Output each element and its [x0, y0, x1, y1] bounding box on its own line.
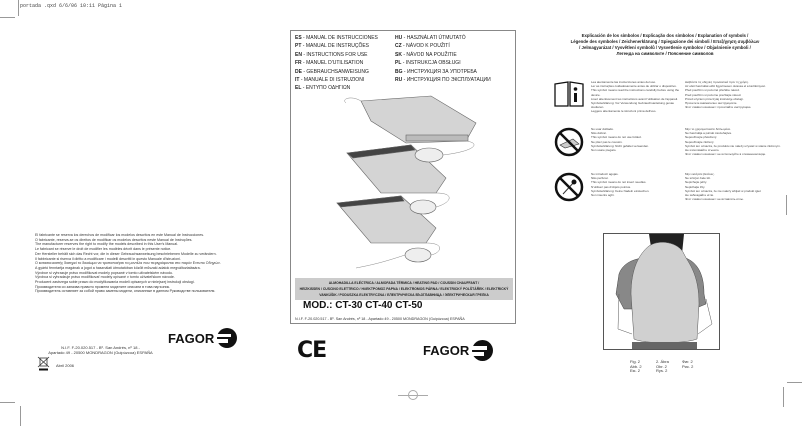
- language-item: PL - INSTRUKCJA OBSŁUGI: [395, 60, 461, 67]
- language-code: HU: [395, 35, 403, 41]
- brand-name: FAGOR: [423, 343, 470, 358]
- symbol-text-line: This symbol means do not insert needles.: [591, 180, 647, 185]
- symbol-text-line: Az első használat előtt figyelmesen olvassa el a kézikönyvet.: [685, 84, 766, 89]
- read-manual-icon: [553, 80, 587, 110]
- language-item: PT - MANUAL DE INSTRUÇÕES: [295, 43, 370, 50]
- symbol-text-line: No usar doblado.: [591, 127, 614, 131]
- fagor-disc-icon: [472, 340, 493, 361]
- crop-mark: [20, 406, 21, 426]
- back-figure: [603, 233, 720, 350]
- symbol-text-line: Non usare piegato.: [591, 148, 617, 153]
- symbol-text-line: Ler as instruções cuidadosamente antes de utilizar o dispositivo.: [591, 84, 677, 89]
- weee-bin-icon: [37, 356, 50, 371]
- brand-name: FAGOR: [168, 330, 215, 346]
- caption-text: Obr. 2: [656, 363, 667, 369]
- language-label: INSTRUCTIONS FOR USE: [306, 51, 368, 58]
- fagor-logo: [168, 328, 237, 348]
- symbol-text-line: Прочетете внимателно инструкциите.: [685, 101, 738, 106]
- caption-text: Εικ. 2: [630, 368, 641, 373]
- language-code: FR: [295, 60, 302, 67]
- figure-caption: [630, 360, 708, 374]
- registration-mark: [408, 390, 418, 400]
- symbols-header-line: / Jelmagyarázat / Vysvětlení symbolů / Vysvetlenie symbolov / Objaśnienie symboli /: [579, 45, 751, 50]
- legal-line: O κατασκευαστής διατηρεί το δικαίωμα να τροποποιήσει τα μοντέλα που περιγράφονται στο παρόν Εντυπο Οδηγιών.: [35, 261, 221, 266]
- language-code: BG: [395, 68, 403, 75]
- symbol-description: [685, 172, 785, 201]
- symbol-text-line: Symbol ten oznacza, że nie należy wbijać w produkt igieł.: [685, 188, 762, 193]
- date: Abril 2006: [56, 363, 75, 368]
- symbol-description: [591, 80, 681, 114]
- symbol-row: [553, 172, 793, 204]
- symbol-text-line: Pred použitím si pozorne prečítajte návod.: [685, 92, 742, 97]
- ce-mark: CE: [297, 338, 327, 363]
- symbol-text-line: Nepoužívejte přeložený.: [685, 135, 718, 140]
- language-code: PL: [395, 60, 402, 67]
- symbol-text-line: Przed użyciem przeczytaj instrukcję obsługi.: [685, 96, 744, 101]
- symbol-row: [553, 127, 793, 159]
- legal-line: Производителя си запазва правото промени моделите описани в това наръчник.: [35, 284, 171, 289]
- symbol-text-line: Nepichajte ihly.: [685, 184, 706, 189]
- product-name-line: ALMOHADILLA ELÉCTRICA / ALMOFADA TÉRMICA / HEATING PAD / COUSSIN CHAUFFANT /: [328, 281, 480, 285]
- language-label: MANUAL DE INSTRUCCIONES: [306, 35, 378, 41]
- language-label: GEBRAUCHSANWEISUNG: [306, 68, 369, 75]
- caption-text: Rys. 2: [656, 368, 668, 373]
- language-item: CZ - NÁVOD K POUŽITÍ: [395, 43, 450, 50]
- language-item: EL - ΕΝΤΥΠΟ ΟΔΗΓΙΩΝ: [295, 85, 351, 92]
- crop-mark: [0, 402, 15, 403]
- language-code: SK: [395, 51, 402, 58]
- legal-line: Producent zastrzega sobie prawo do modyfikowania modeli opisanych w niniejszej instrukcji obsługi.: [35, 280, 195, 285]
- heating-pads-illustration: [311, 93, 501, 271]
- language-code: DE: [295, 68, 302, 75]
- language-label: MANUEL D'UTILISATION: [306, 60, 364, 67]
- symbol-text-line: Этот символ означает: прочитайте инструкцию.: [685, 105, 752, 110]
- language-label: MANUAL DE INSTRUÇÕES: [305, 43, 370, 50]
- caption-text: 2. Ábra: [656, 359, 669, 364]
- language-code: RU: [395, 77, 403, 84]
- symbol-description: [591, 127, 681, 152]
- symbol-description: [591, 172, 681, 197]
- crop-mark: [0, 17, 15, 18]
- symbol-text-line: Symbolerklärung: Nicht gefaltet verwenden.: [591, 143, 650, 148]
- language-code: PT: [295, 43, 302, 50]
- cover-panel: [290, 30, 516, 324]
- symbol-text-line: Не забождайте игли.: [685, 193, 714, 198]
- language-list: [295, 34, 515, 93]
- symbol-text-line: This symbol means read the instructions carefully before using the device.: [591, 88, 680, 97]
- language-item: RU - ИНСТРУКЦИЯ ПО ЭКСПЛУАТАЦИИ: [395, 77, 491, 84]
- language-label: ИНСТРУКЦИЯ ЗА УПОТРЕБА: [406, 68, 477, 75]
- symbols-header: [560, 33, 770, 57]
- symbol-description: [685, 127, 785, 156]
- language-item: IT - MANUALE DI ISTRUZIONI: [295, 77, 365, 84]
- legal-line: Výrobca si vyhradzuje právo modifikovať modely opísané v tomto užívateľskom návode.: [35, 275, 175, 280]
- caption-text: Abb. 2: [630, 363, 642, 369]
- language-label: NÁVOD K POUŽITÍ: [406, 43, 450, 50]
- legal-line: Il fabbricante si riserva il diritto a modificare i modelli descritti in questo Manuale d'Istruzioni.: [35, 256, 181, 261]
- legal-line: Производитель оставляет за собой право замены модели, описанные в данном Руководстве пользователя.: [35, 289, 216, 294]
- language-label: MANUALE DI ISTRUZIONI: [303, 77, 365, 84]
- product-name-line: HEIZKISSEN / CUSCINO ELETTRICO / ΗΛΕΚΤΡΟΜΟΣ ΡΑΡΝΑ / ELEKTROMOS PÁRNA / ELEKTRICKÝ POLŠTÁŘEK / ELEKTRICKÝ: [299, 287, 509, 291]
- language-label: ΕΝΤΥΠΟ ΟΔΗΓΙΩΝ: [305, 85, 351, 92]
- symbol-text-line: Ne szúrjon bele tűt.: [685, 176, 711, 181]
- print-header: portada .qxd 6/6/06 10:11 Página 1: [20, 3, 123, 9]
- symbol-text-line: Ne használja a párnát összehajtva.: [685, 131, 732, 136]
- model-numbers: MOD.: CT-30 CT-40 CT-50: [303, 300, 423, 311]
- symbol-text-line: Nepíchejte jehly.: [685, 180, 707, 185]
- symbol-text-line: No introducir agujas.: [591, 172, 619, 176]
- symbol-text-line: Não perfurar.: [591, 176, 609, 181]
- legal-line: A gyártó fenntartja magának a jogot a használati útmutatóban közölt műszaki adatok megváltoztatására.: [35, 265, 201, 270]
- language-label: HASZNÁLATI ÚTMUTATÓ: [406, 35, 466, 41]
- company-address: N.I.F. F-20.020.517 - Bº. San Andrés, nº 18 - Apartado 49 - 20500 MONDRAGON (Guipúzcoa) ESPAÑA: [295, 317, 465, 321]
- address: [38, 345, 163, 355]
- language-code: EL: [295, 85, 302, 92]
- legal-line: O fabricante, reserva-se os direitos de modificar os modelos descritos neste Manual de Instruções.: [35, 237, 193, 242]
- language-code: ES: [295, 35, 302, 41]
- no-pins-icon: [553, 172, 587, 202]
- caption-text: Фиг. 2: [682, 359, 693, 364]
- crop-mark: [783, 387, 784, 407]
- language-label: NÁVOD NA POUŽITIE: [406, 51, 457, 58]
- symbol-text-line: Этот символ означает: не используйте в сложенном виде.: [685, 152, 767, 157]
- language-code: IT: [295, 77, 300, 84]
- legal-line: El fabricante se reserva los derechos de modificar los modelos descritos en este Manual de Instrucciones.: [35, 233, 204, 237]
- symbol-text-line: Před použitím si pozorně přečtěte návod.: [685, 88, 740, 93]
- symbol-row: [553, 80, 793, 112]
- symbol-text-line: Symbol ten oznacza, że produktu nie należy używać w stanie złożonym.: [685, 143, 781, 148]
- symbol-text-line: Διαβάστε τις οδηγίες προσεκτικά πριν τη χρήση.: [685, 80, 749, 84]
- legal-line: The manufacturer reserves the right to modify the models described in this User's Manual.: [35, 242, 179, 247]
- language-item: BG - ИНСТРУКЦИЯ ЗА УПОТРЕБА: [395, 68, 477, 75]
- symbol-text-line: N'utilisez pas d'objets pointus.: [591, 184, 632, 189]
- symbol-text-line: Μην εισάγετε βελόνες.: [685, 172, 715, 176]
- legal-notices: [35, 233, 265, 294]
- symbols-header-line: Explicación de los símbolos / Explicação dos símbolos / Explanation of symbols /: [581, 33, 749, 38]
- symbol-text-line: Symbolerklärung: Vor Verwendung Gebrauchsanleitung genau studieren.: [591, 101, 675, 110]
- fagor-logo: [423, 340, 493, 361]
- legal-line: Der Hersteller behält sich das Recht vor, die in dieser Gebrauchsanweisung beschriebenen Modelle zu verändern.: [35, 251, 217, 256]
- crop-mark: [787, 382, 802, 383]
- language-code: EN: [295, 51, 302, 58]
- caption-text: Рис. 2: [682, 363, 694, 369]
- symbol-description: [685, 80, 785, 109]
- language-label: INSTRUKCJA OBSŁUGI: [405, 60, 461, 67]
- product-names: [295, 278, 513, 300]
- language-item: HU - HASZNÁLATI ÚTMUTATÓ: [395, 35, 466, 41]
- symbol-text-line: Não dobrar.: [591, 131, 607, 136]
- symbol-text-line: Этот символ означает: не вставлять иглы.: [685, 197, 744, 202]
- symbol-text-line: This symbol means do not use folded.: [591, 135, 642, 140]
- language-item: SK - NÁVOD NA POUŽITIE: [395, 51, 457, 58]
- language-label: ИНСТРУКЦИЯ ПО ЭКСПЛУАТАЦИИ: [406, 77, 491, 84]
- language-code: CZ: [395, 43, 402, 50]
- address-line: N.I.F. F-20.020.517 - Bº. San Andrés, nº 18 -: [61, 345, 140, 350]
- legal-line: Le fabricant se réserve le droit de modifier les modèles décrit dans le présente notice.: [35, 247, 172, 252]
- symbol-text-line: Lisez attentivement les instructions avant l'utilisation de l'appareil.: [591, 96, 679, 101]
- crop-mark: [18, 0, 19, 16]
- language-item: DE - GEBRAUCHSANWEISUNG: [295, 68, 369, 75]
- symbol-text-line: Μην το χρησιμοποιείτε διπλωμένο.: [685, 127, 731, 131]
- legal-line: Výrobce si vyhrazuje právo modifikovat modely popsané v tomto uživatelském návodu.: [35, 270, 174, 275]
- symbol-text-line: Ne pliez pas le coussin.: [591, 139, 623, 144]
- caption-text: Fig. 2: [630, 359, 641, 364]
- language-item: ES - MANUAL DE INSTRUCCIONES: [295, 35, 378, 41]
- do-not-fold-icon: [553, 127, 587, 157]
- symbols-header-line: Légende des symboles / Zeichenerklärung / Spiegazione dei simboli / Επεξήγηση συμβόλων: [570, 39, 760, 44]
- language-item: EN - INSTRUCTIONS FOR USE: [295, 51, 368, 58]
- fagor-disc-icon: [217, 328, 237, 348]
- symbol-text-line: Nepoužívajte zložený.: [685, 139, 715, 144]
- symbol-text-line: Symbolerklärung: Keine Nadeln einstechen.: [591, 188, 650, 193]
- symbols-header-line: Легенда на символите / Пояснение символов: [616, 51, 714, 56]
- language-item: FR - MANUEL D'UTILISATION: [295, 60, 364, 67]
- address-line: Apartado 49 - 20500 MONDRAGON (Guipúzcoa) ESPAÑA: [48, 350, 153, 355]
- product-name-line: VANKÚŠIK / PODUSZKA ELEKTRYCZNA / ЕЛЕКТРИЧЕСКА ВЪЗГЛАВНИЦА / ЭЛЕКТРИЧЕСКАЯ ГРЕЛКА: [319, 293, 489, 297]
- symbol-text-line: Lea atentamente las instrucciones antes del uso.: [591, 80, 657, 84]
- symbol-text-line: Leggere attentamente le istruzioni prima dell'uso.: [591, 109, 657, 114]
- symbol-text-line: Не използвайте сгънато.: [685, 148, 720, 153]
- symbol-text-line: Non inserire aghi.: [591, 193, 615, 198]
